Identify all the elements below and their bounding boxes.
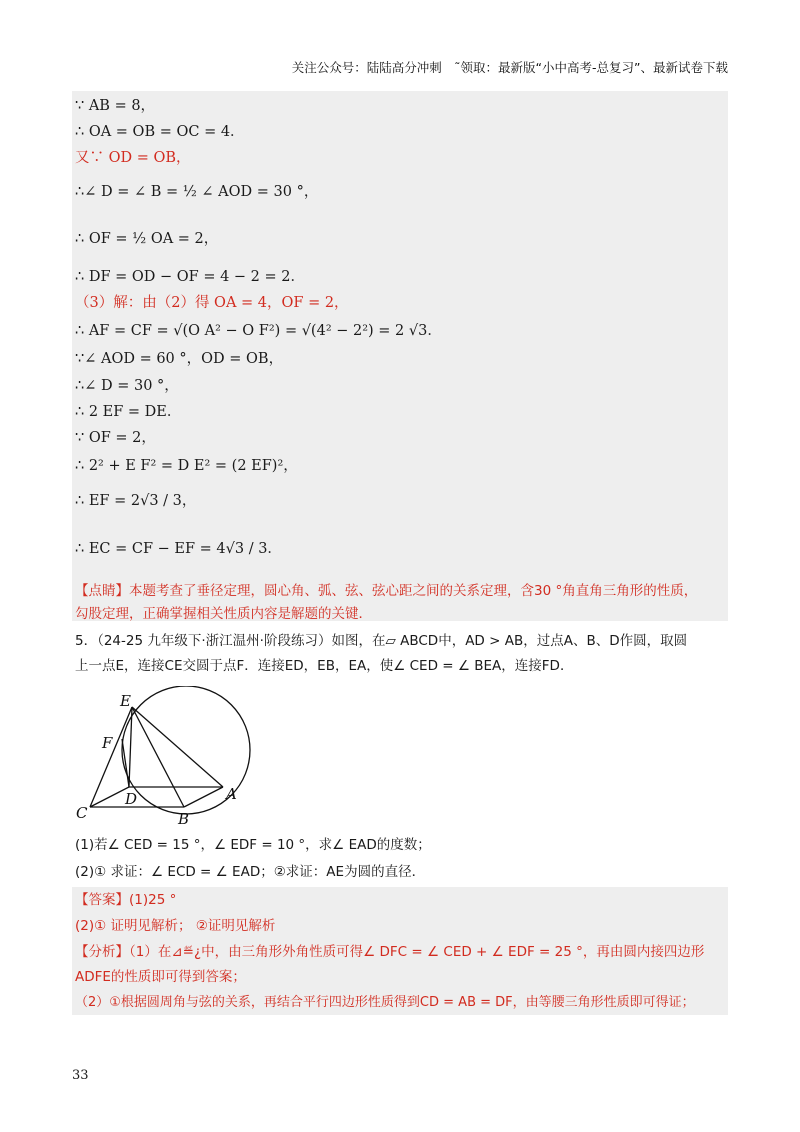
comment-line: 【点睛】本题考查了垂径定理，圆心角、弧、弦、弦心距之间的关系定理，含30 °角直角三角形的性质， — [75, 583, 698, 599]
label-F: F — [102, 734, 113, 752]
segment-EB — [132, 707, 184, 807]
solution-line: ∴ EF = 2√3 / 3， — [75, 493, 197, 509]
solution-line: ∴∠ D = 30 °， — [75, 378, 179, 394]
question-1: (1)若∠ CED = 15 °，∠ EDF = 10 °，求∠ EAD的度数； — [75, 837, 431, 853]
analysis-line: 【分析】（1）在⊿≝¿中，由三角形外角性质可得∠ DFC = ∠ CED + ∠ EDF = 25 °，再由圆内接四边形 — [75, 944, 705, 960]
comment-line: 勾股定理，正确掌握相关性质内容是解题的关键． — [75, 606, 372, 622]
solution-line: 又∵ OD = OB， — [75, 150, 191, 166]
solution-line: ∴∠ D = ∠ B = ½ ∠ AOD = 30 °， — [75, 184, 319, 200]
label-D: D — [125, 790, 138, 808]
problem-line: 上一点E，连接CE交圆于点F．连接ED，EB，EA，使∠ CED = ∠ BEA，连接FD． — [75, 658, 574, 674]
page-number: 33 — [72, 1068, 89, 1083]
label-C: C — [76, 804, 88, 822]
segment-BA — [184, 787, 223, 807]
answer-line: 【答案】(1)25 ° — [75, 892, 177, 908]
solution-line: ∴ EC = CF − EF = 4√3 / 3． — [75, 541, 282, 557]
page-header: 关注公众号：陆陆高分冲刺 ˜领取：最新版“小中高考-总复习”、最新试卷下载 — [291, 60, 728, 75]
solution-line: ∵ OF = 2， — [75, 430, 156, 446]
solution-line: ∴ DF = OD − OF = 4 − 2 = 2． — [75, 269, 305, 285]
solution-line: ∵∠ AOD = 60 °，OD = OB， — [75, 351, 284, 367]
problem-line: 5．（24-25 九年级下·浙江温州·阶段练习）如图，在▱ ABCD中，AD > AB，过点A、B、D作圆，取圆 — [75, 633, 688, 649]
solution-line: ∴ 2² + E F² = D E² = (2 EF)²， — [75, 458, 298, 474]
solution-line: （3）解：由（2）得 OA = 4，OF = 2， — [75, 295, 349, 311]
label-A: A — [226, 785, 237, 803]
answer-line: (2)① 证明见解析； ②证明见解析 — [75, 918, 276, 934]
analysis-line: （2）①根据圆周角与弦的关系，再结合平行四边形性质得到CD = AB = DF，由等腰三角形性质即可得证； — [75, 995, 695, 1010]
solution-line: ∴ OA = OB = OC = 4． — [75, 124, 245, 140]
solution-line: ∴ 2 EF = DE． — [75, 404, 182, 420]
analysis-line: ADFE的性质即可得到答案； — [75, 969, 246, 985]
question-2: (2)① 求证：∠ ECD = ∠ EAD；②求证：AE为圆的直径． — [75, 864, 426, 880]
label-E: E — [120, 692, 131, 710]
solution-line: ∴ AF = CF = √(O A² − O F²) = √(4² − 2²) = 2 √3． — [75, 323, 442, 339]
solution-line: ∴ OF = ½ OA = 2， — [75, 231, 219, 247]
segment-EA — [132, 707, 223, 787]
segment-CD — [90, 787, 129, 807]
geometry-figure — [72, 686, 252, 826]
label-B: B — [178, 810, 190, 826]
solution-line: ∵ AB = 8， — [75, 98, 156, 114]
